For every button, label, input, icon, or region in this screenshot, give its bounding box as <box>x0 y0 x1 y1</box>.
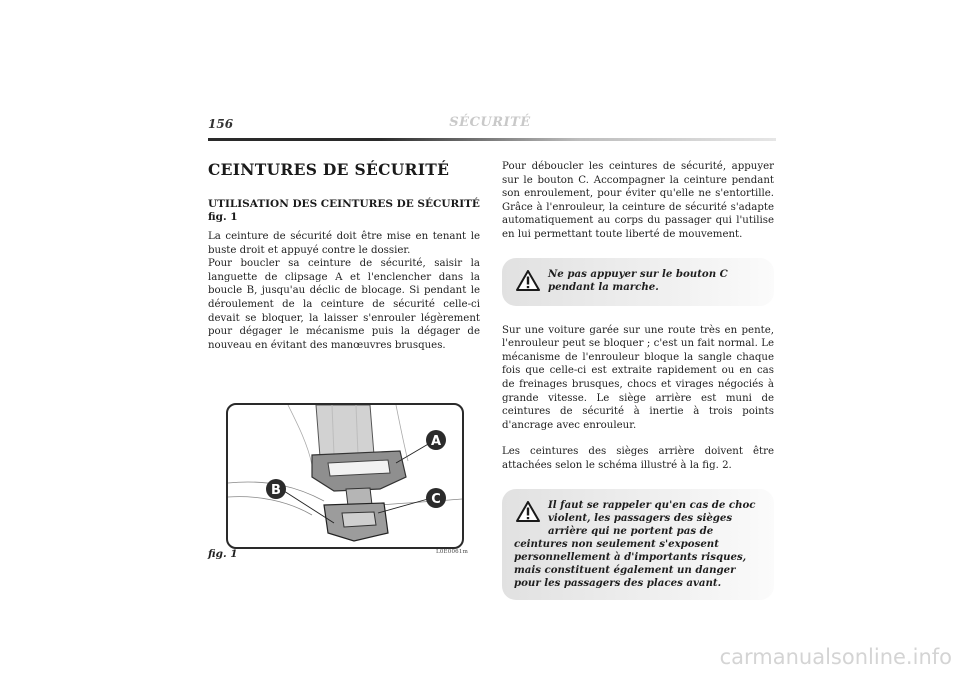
seat-contour-line <box>288 405 312 465</box>
latch-plate-slot <box>328 460 390 476</box>
figure-code: L0E0061m <box>436 549 468 555</box>
warning-triangle-icon <box>516 501 540 526</box>
warning-text-rear-passengers: Il faut se rappeler qu'en cas de choc violent, les passagers des sièges arrière qui ne portent pas de ceintures non seulement s'exposent personnellement à d'importants risques, mais constituent également un danger pour les passagers des places avant. <box>514 498 756 589</box>
subsection-fig-ref: fig. 1 <box>208 211 238 223</box>
callout-label-a: A <box>430 434 442 449</box>
right-column <box>502 160 774 600</box>
section-header: SÉCURITÉ <box>449 115 531 130</box>
callout-label-b: B <box>271 483 281 498</box>
paragraph-rear-belts: Les ceintures des sièges arrière doivent être attachées selon le schéma illustré à la fig. 2. <box>502 446 774 471</box>
warning-box-button <box>502 258 774 306</box>
belt-webbing <box>316 405 374 457</box>
watermark: carmanualsonline.info <box>719 645 952 669</box>
paragraph-buckling: Pour boucler sa ceinture de sécurité, saisir la languette de clipsage A et l'enclencher dans la boucle B, jusqu'au déclic de blocage. Si pendant le déroulement de la ceinture de sécurité celle-ci devait se bloquer, la laisser s'enrouler légèrement pour dégager le mécanisme puis la dégager de nouveau en évitant des manœuvres brusques. <box>208 258 480 351</box>
buckle-release-button <box>342 512 376 527</box>
warning-box-rear-passengers <box>502 489 774 600</box>
left-column <box>208 160 480 352</box>
figure-seatbelt-buckle <box>226 403 464 549</box>
paragraph-retractor: Sur une voiture garée sur une route très en pente, l'enrouleur peut se bloquer ; c'est un fait normal. Le mécanisme de l'enrouleur bloque la sangle chaque fois que celle-ci est extraite rapidement ou en cas de freinages brusques, chocs et virages négociés à grande vitesse. Le siège arrière est muni de ceintures de sécurité à inertie à trois points d'ancrage avec enrouleur. <box>502 324 774 431</box>
seat-contour-line <box>228 497 312 515</box>
seat-contour-line <box>378 499 462 505</box>
callout-label-c: C <box>431 492 441 507</box>
page-title: CEINTURES DE SÉCURITÉ <box>208 160 450 179</box>
subsection-heading <box>208 198 480 224</box>
callout-line-c <box>378 499 428 513</box>
seatbelt-buckle-illustration <box>228 405 462 547</box>
warning-triangle-icon <box>516 270 540 295</box>
warning-text-button: Ne pas appuyer sur le bouton C pendant la marche. <box>548 267 728 293</box>
paragraph-posture: La ceinture de sécurité doit être mise en tenant le buste droit et appuyé contre le dossier. <box>208 231 480 256</box>
subsection-title: UTILISATION DES CEINTURES DE SÉCURITÉ <box>208 198 480 210</box>
header-rule <box>208 138 776 141</box>
paragraph-unbuckling: Pour déboucler les ceintures de sécurité, appuyer sur le bouton C. Accompagner la ceinture pendant son enroulement, pour éviter qu'elle ne s'entortille. Grâce à l'enrouleur, la ceinture de sécurité s'adapte automatiquement au corps du passager qui l'utilise en lui permettant toute liberté de mouvement. <box>502 161 774 240</box>
figure-label: fig. 1 <box>208 548 238 560</box>
callout-line-a <box>396 443 430 463</box>
page-number: 156 <box>208 117 234 131</box>
